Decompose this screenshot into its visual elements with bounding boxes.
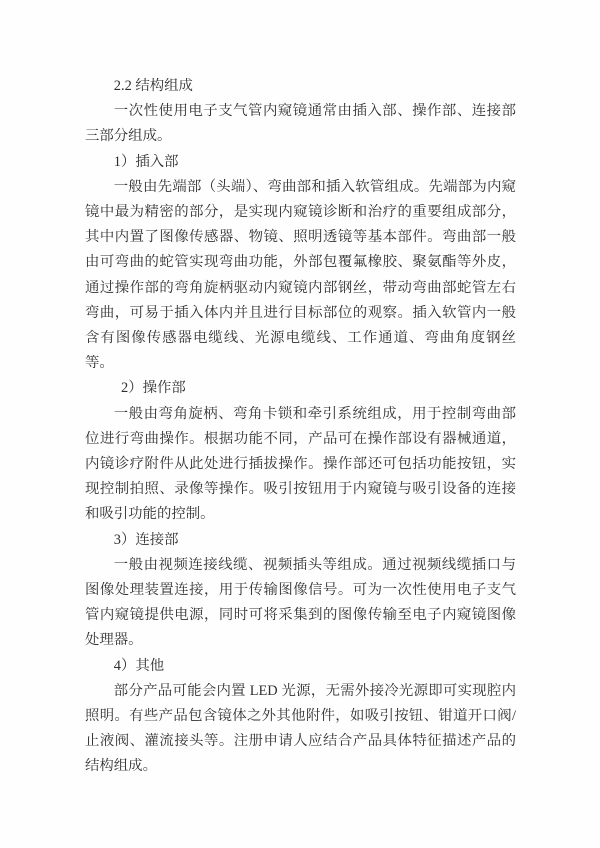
document-body [85,74,516,780]
section-heading: 2.2 结构组成 [113,78,193,94]
subsection-2-title: 2）操作部 [121,380,186,397]
subsection-4-body: 部分产品可能会内置 LED 光源，无需外接冷光源即可实现腔内照明。有些产品包含镜体之外其他附件，如吸引按钮、钳道开口阀/止液阀、灌流接头等。注册申请人应结合产品具体特征描述产品的结构组成。 [85,682,516,775]
subsection-4-title: 4）其他 [113,657,165,674]
intro-paragraph: 一次性使用电子支气管内窥镜通常由插入部、操作部、连接部三部分组成。 [85,103,516,145]
subsection-3-title: 3）连接部 [113,531,179,548]
subsection-1-body: 一般由先端部（头端）、弯曲部和插入软管组成。先端部为内窥镜中最为精密的部分，是实现内窥镜诊断和治疗的重要组成部分，其中内置了图像传感器、物镜、照明透镜等基本部件。弯曲部一般由可弯曲的蛇管实现弯曲功能，外部包覆氟橡胶、聚氨酯等外皮，通过操作部的弯角旋柄驱动内窥镜内部钢丝，带动弯曲部蛇管左右弯曲，可易于插入体内并且进行目标部位的观察。插入软管内一般含有图像传感器电缆线、光源电缆线、工作通道、弯曲角度钢丝等。 [85,178,516,372]
subsection-3-body: 一般由视频连接线缆、视频插头等组成。通过视频线缆插口与图像处理装置连接，用于传输图像信号。可为一次性使用电子支气管内窥镜提供电源，同时可将采集到的图像传输至电子内窥镜图像处理器。 [85,556,516,649]
subsection-1-title: 1）插入部 [113,153,179,170]
subsection-2-body: 一般由弯角旋柄、弯角卡锁和牵引系统组成，用于控制弯曲部位进行弯曲操作。根据功能不同，产品可在操作部设有器械通道，内镜诊疗附件从此处进行插拔操作。操作部还可包括功能按钮，实现控制拍照、录像等操作。吸引按钮用于内窥镜与吸引设备的连接和吸引功能的控制。 [85,405,516,523]
